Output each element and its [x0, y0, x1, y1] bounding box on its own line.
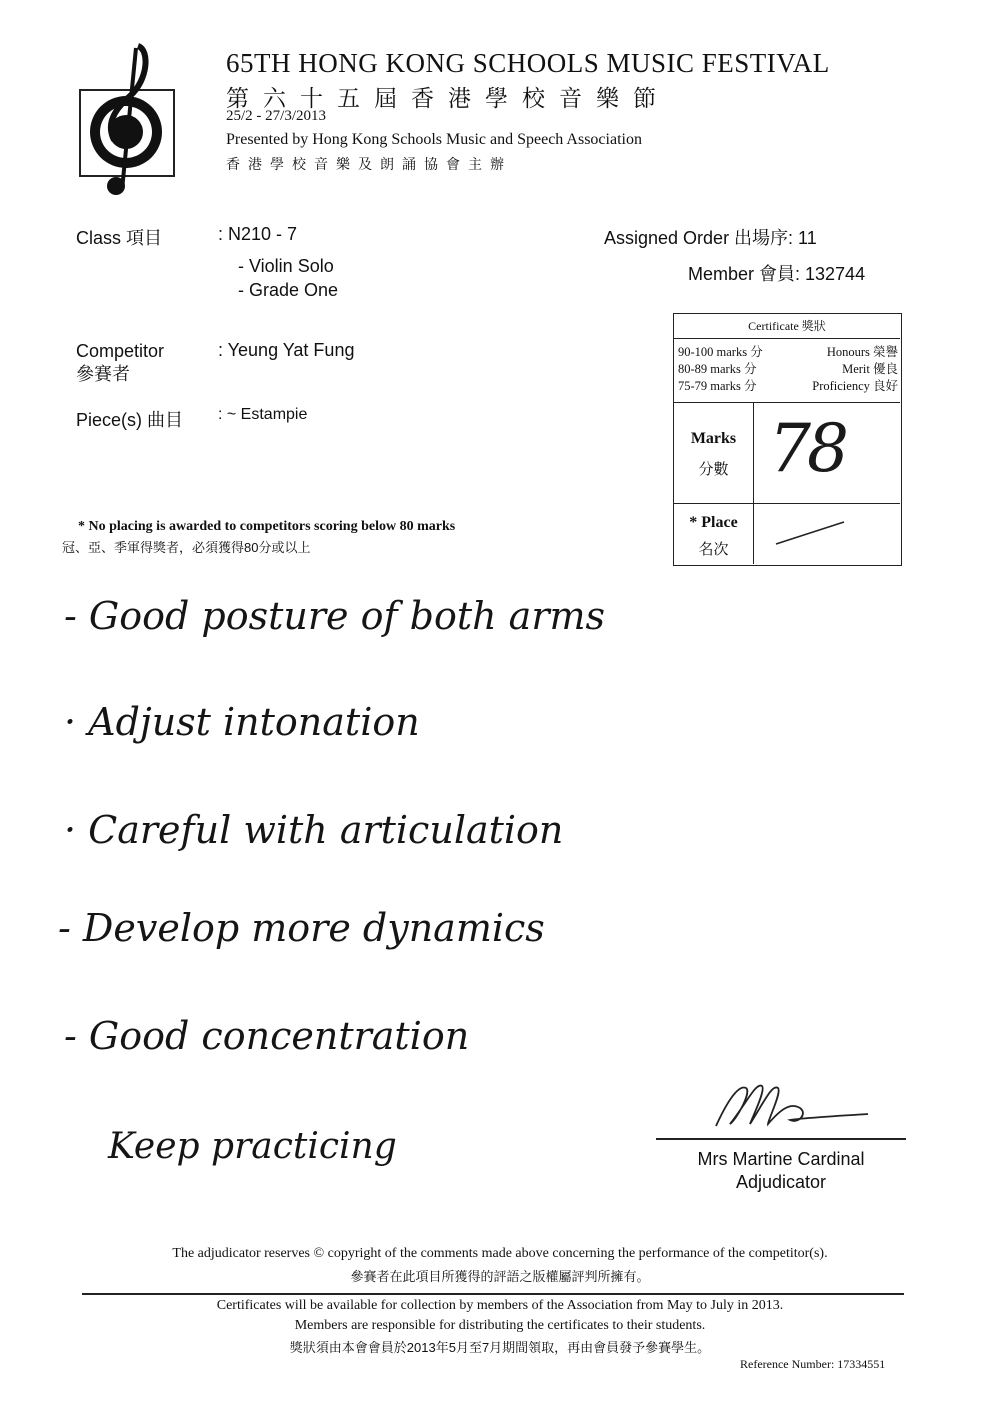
- competitor-label-en: Competitor: [76, 341, 165, 361]
- class-description-grade: - Grade One: [238, 280, 339, 300]
- certificate-info-zh: 獎狀須由本會會員於2013年5月至7月期間領取，再由會員發予參賽學生。: [289, 1340, 711, 1355]
- comment-line: Keep practicing: [108, 1126, 397, 1167]
- certificate-grade: Proficiency 良好: [812, 379, 898, 393]
- competitor-label: [76, 340, 164, 386]
- table-divider: [674, 402, 900, 403]
- certificate-table: [673, 313, 902, 566]
- piece-value: : ~ Estampie: [218, 406, 308, 423]
- festival-presenter-zh: 香港學校音樂及朗誦協會主辦: [226, 158, 512, 173]
- marks-label-zh: 分數: [698, 462, 729, 478]
- competitor-name: : Yeung Yat Fung: [218, 340, 355, 360]
- festival-dates: 25/2 - 27/3/2013: [226, 108, 326, 124]
- adjudicator-name: Mrs Martine Cardinal: [697, 1149, 865, 1169]
- comment-line: - Develop more dynamics: [58, 906, 545, 950]
- class-label: Class 項目: [76, 228, 163, 248]
- no-placing-note: * No placing is awarded to competitors scoring below 80 marks: [78, 519, 456, 534]
- competitor-label-zh: 參賽者: [76, 364, 130, 384]
- table-divider: [674, 503, 900, 504]
- certificate-heading: Certificate 獎狀: [674, 314, 900, 339]
- copyright-note-zh: 參賽者在此項目所獲得的評語之版權屬評判所擁有。: [350, 1269, 650, 1284]
- adjudicator-signature: [706, 1074, 876, 1134]
- comment-line: - Good posture of both arms: [64, 594, 606, 638]
- certificate-range: 75-79 marks 分: [678, 379, 757, 393]
- festival-logo-icon: [78, 40, 178, 200]
- signature-line: [656, 1138, 906, 1140]
- comment-line: - Good concentration: [64, 1014, 470, 1058]
- marks-value: 78: [769, 410, 845, 487]
- class-value: : N210 - 7: [218, 224, 298, 244]
- certificate-grade: Honours 榮譽: [826, 345, 898, 359]
- copyright-note: The adjudicator reserves © copyright of the comments made above concerning the performance of the competitor(s).: [172, 1246, 828, 1261]
- place-label: * Place: [689, 514, 738, 531]
- place-dash-mark: [774, 518, 846, 548]
- festival-title: 65TH HONG KONG SCHOOLS MUSIC FESTIVAL: [226, 48, 830, 78]
- certificate-grade: Merit 優良: [842, 362, 898, 376]
- class-description-instrument: - Violin Solo: [238, 256, 334, 276]
- member-number: Member 會員: 132744: [688, 264, 866, 284]
- festival-title-zh: 第六十五屆香港學校音樂節: [226, 86, 670, 111]
- certificate-range: 90-100 marks 分: [678, 345, 763, 359]
- piece-label: Piece(s) 曲目: [76, 410, 184, 430]
- place-label-zh: 名次: [698, 542, 729, 558]
- no-placing-note-zh: 冠、亞、季軍得獎者，必須獲得80分或以上: [62, 540, 311, 555]
- festival-presenter: Presented by Hong Kong Schools Music and Speech Association: [226, 131, 642, 148]
- reference-number: Reference Number: 17334551: [740, 1357, 886, 1371]
- marks-label: Marks: [690, 430, 737, 447]
- comment-line: · Adjust intonation: [64, 700, 420, 744]
- certificate-distribution-info: Members are responsible for distributing the certificates to their students.: [294, 1318, 706, 1333]
- certificate-range: 80-89 marks 分: [678, 362, 757, 376]
- table-divider: [753, 402, 754, 564]
- assigned-order: Assigned Order 出場序: 11: [604, 228, 817, 248]
- certificate-collection-info: Certificates will be available for collection by members of the Association from May to July in 2013.: [216, 1298, 784, 1313]
- footer-divider: [82, 1293, 904, 1295]
- comment-line: · Careful with articulation: [64, 808, 564, 852]
- adjudicator-title: Adjudicator: [735, 1172, 827, 1192]
